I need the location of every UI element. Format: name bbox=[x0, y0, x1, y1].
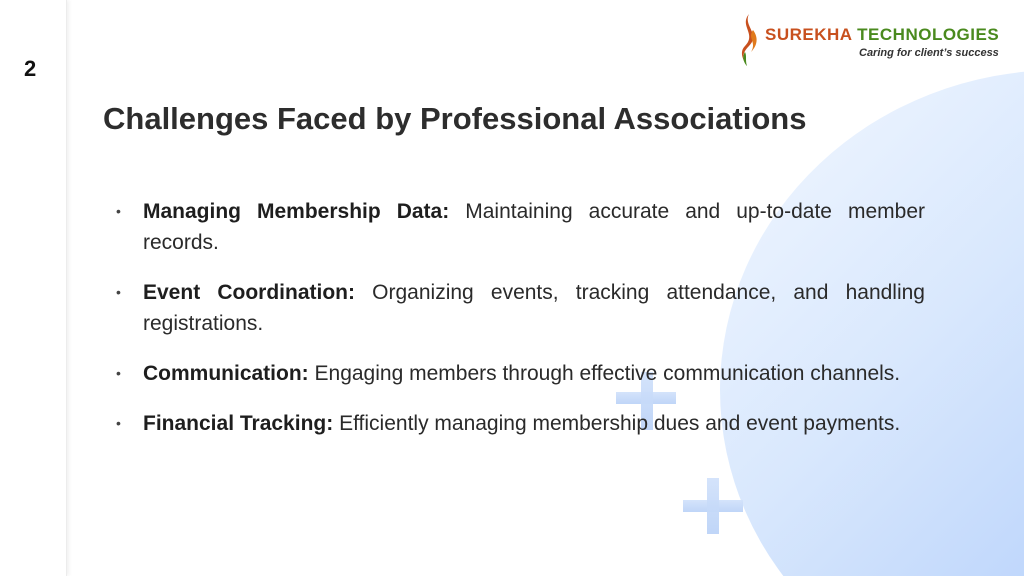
plus-decoration-icon bbox=[683, 478, 743, 534]
bullet-item bbox=[112, 358, 925, 389]
company-tagline: Caring for client’s success bbox=[859, 47, 999, 59]
company-name-part1: SUREKHA bbox=[765, 25, 852, 44]
bullet-text: Efficiently managing membership dues and event payments. bbox=[339, 412, 901, 435]
bullet-term: Event Coordination: bbox=[143, 281, 355, 304]
flame-logo-icon bbox=[735, 12, 761, 68]
bullet-text: Maintaining accurate and up-to-date member records. bbox=[143, 200, 925, 254]
bullet-term: Financial Tracking: bbox=[143, 412, 334, 435]
bullet-dot-icon: • bbox=[116, 415, 121, 431]
bullet-item bbox=[112, 196, 925, 258]
bullet-dot-icon: • bbox=[116, 365, 121, 381]
bullet-dot-icon: • bbox=[116, 203, 121, 219]
bullet-term: Managing Membership Data: bbox=[143, 200, 450, 223]
company-name-part2: TECHNOLOGIES bbox=[857, 25, 1000, 44]
slide-title: Challenges Faced by Professional Associations bbox=[103, 101, 807, 136]
company-name bbox=[765, 25, 999, 45]
slide-number: 2 bbox=[24, 56, 37, 81]
left-margin-strip bbox=[0, 0, 67, 576]
bullet-dot-icon: • bbox=[116, 284, 121, 300]
bullet-item bbox=[112, 408, 925, 439]
company-logo bbox=[735, 12, 1015, 72]
bullet-text: Organizing events, tracking attendance, and handling registrations. bbox=[143, 281, 925, 335]
bullet-item bbox=[112, 277, 925, 339]
bullet-term: Communication: bbox=[143, 362, 309, 385]
bullet-list bbox=[112, 196, 925, 458]
bullet-text: Engaging members through effective communication channels. bbox=[314, 362, 901, 385]
